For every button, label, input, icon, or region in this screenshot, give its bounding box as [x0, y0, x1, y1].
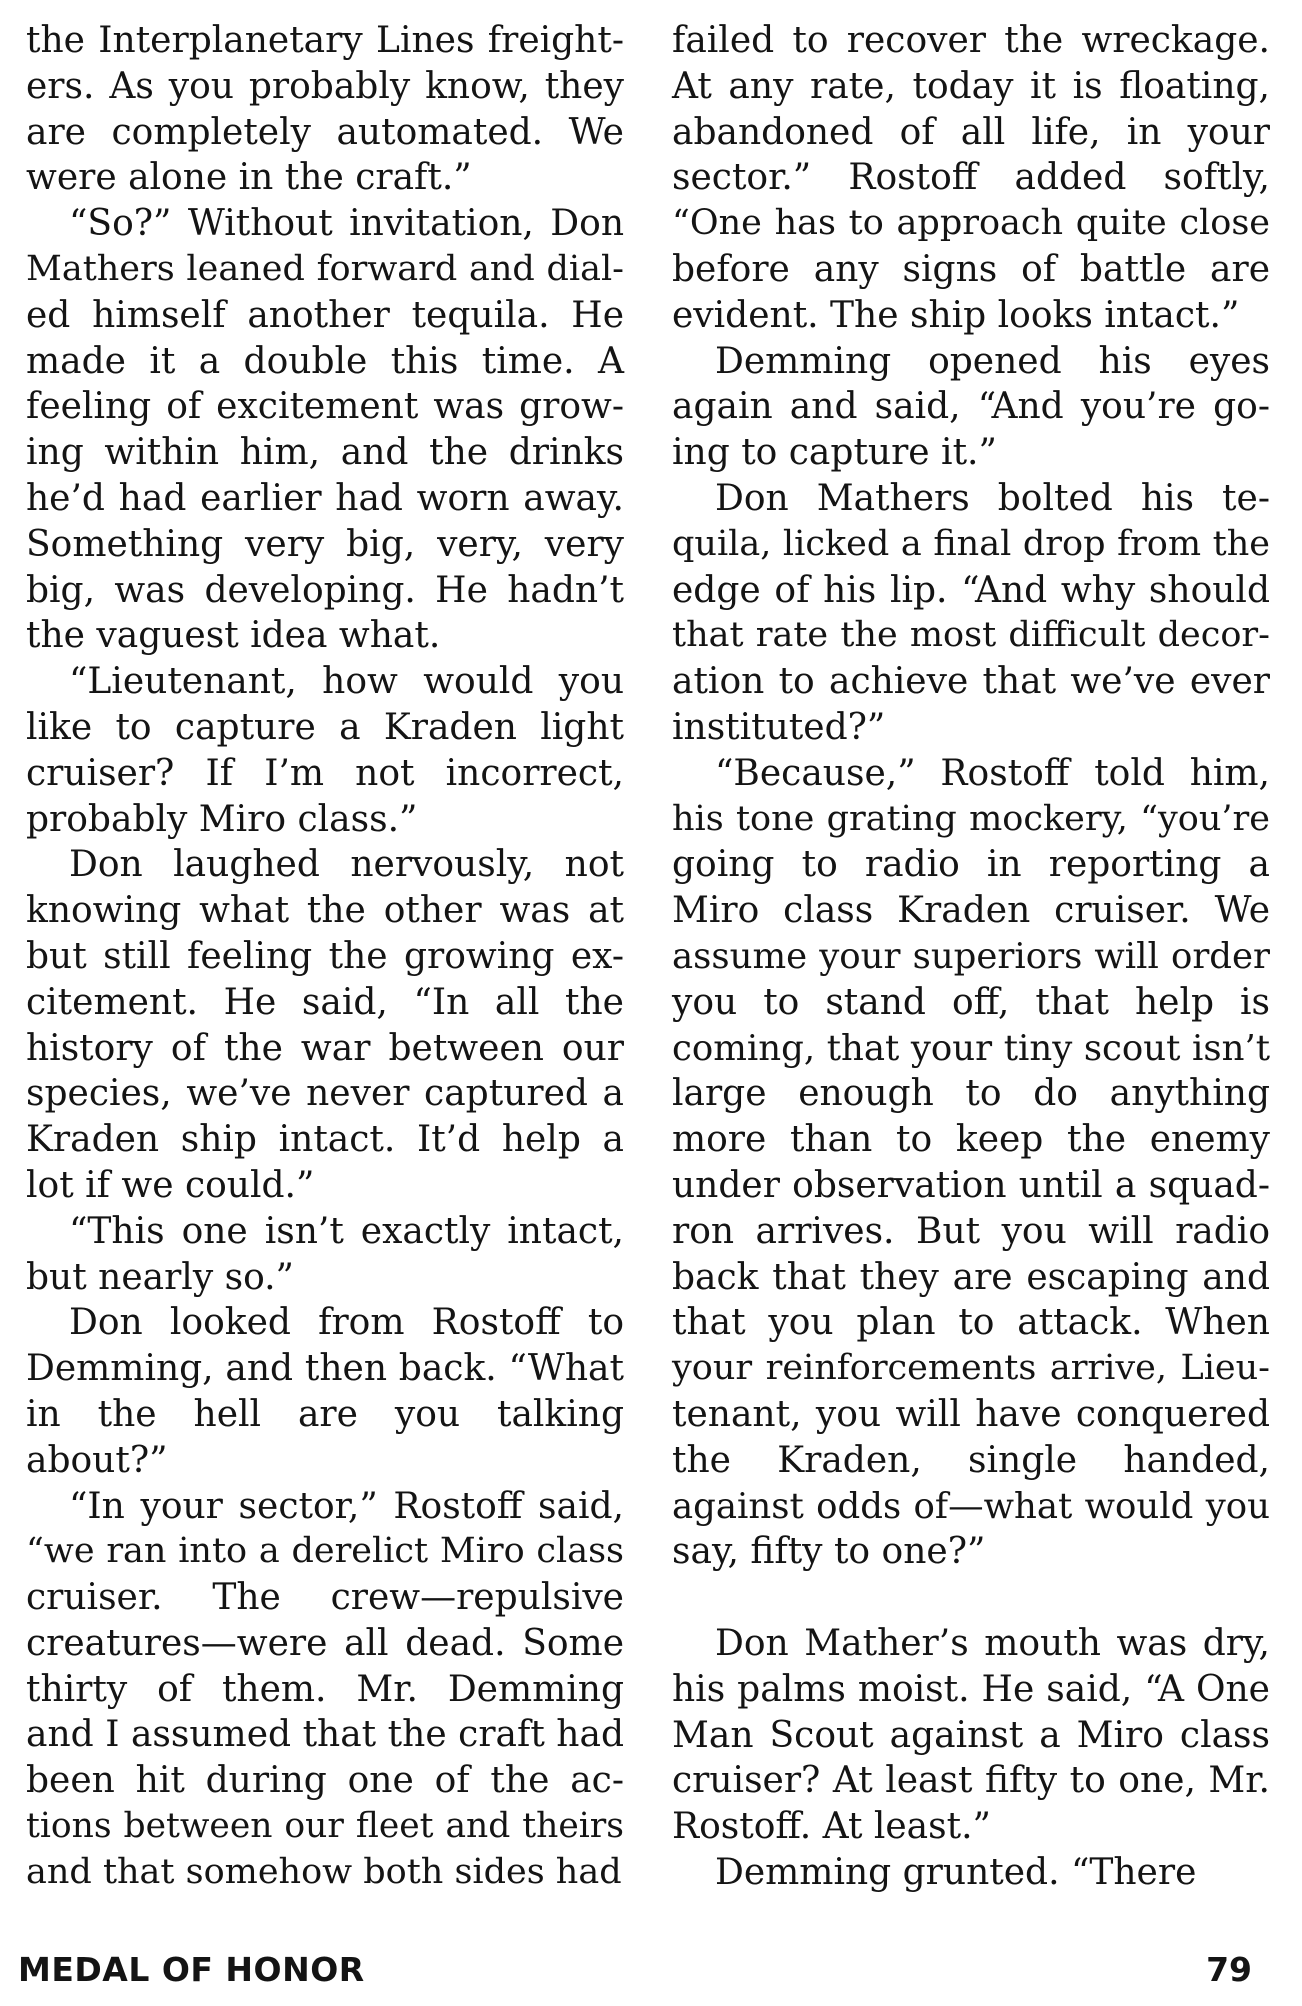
paragraph — [26, 842, 624, 1208]
text-line: and I assumed that the craft had — [26, 1714, 624, 1756]
text-line: Rostoff. At least.” — [672, 1806, 991, 1848]
text-line: the Kraden, single handed, — [672, 1439, 1270, 1481]
text-line: history of the war between our — [26, 1027, 624, 1069]
text-line: Demming grunted. “There — [715, 1852, 1197, 1894]
text-line: again and said, “And you’re go- — [672, 386, 1270, 428]
right-text-column — [672, 18, 1270, 1896]
text-line: in the hell are you talking — [26, 1393, 624, 1435]
text-line: “One has to approach quite close — [672, 203, 1270, 244]
text-line: Don Mather’s mouth was dry, — [715, 1623, 1270, 1665]
text-line: you to stand off, that help is — [672, 981, 1270, 1023]
paragraph — [672, 1850, 1270, 1896]
text-line: coming, that your tiny scout isn’t — [672, 1027, 1270, 1069]
section-break — [672, 1575, 1270, 1621]
text-line: cruiser. The crew—repulsive — [26, 1577, 624, 1619]
text-line: been hit during one of the ac- — [26, 1760, 624, 1802]
text-line: say, fifty to one?” — [672, 1531, 986, 1573]
text-line: ation to achieve that we’ve ever — [672, 661, 1270, 703]
text-line: Don Mathers bolted his te- — [715, 477, 1270, 519]
text-line: ed himself another tequila. He — [26, 294, 624, 336]
text-line: Something very big, very, very — [26, 523, 624, 565]
text-line: knowing what the other was at — [26, 890, 624, 932]
text-line: Don looked from Rostoff to — [69, 1302, 624, 1344]
text-line: more than to keep the enemy — [672, 1119, 1270, 1161]
paragraph — [672, 1621, 1270, 1850]
text-line: evident. The ship looks intact.” — [672, 294, 1240, 336]
text-line: like to capture a Kraden light — [26, 706, 624, 748]
text-line: his tone grating mockery, “you’re — [672, 798, 1270, 839]
text-line: feeling of excitement was grow- — [26, 386, 624, 428]
paragraph — [26, 201, 624, 659]
text-line: creatures—were all dead. Some — [26, 1622, 624, 1664]
text-line: failed to recover the wreckage. — [672, 20, 1270, 61]
text-line: abandoned of all life, in your — [672, 111, 1270, 153]
text-line: thirty of them. Mr. Demming — [26, 1668, 624, 1710]
paragraph — [672, 751, 1270, 1575]
text-line: Man Scout against a Miro class — [672, 1714, 1270, 1756]
text-line: back that they are escaping and — [672, 1256, 1270, 1298]
text-line: before any signs of battle are — [672, 248, 1270, 290]
page-number: 79 — [1206, 1950, 1252, 1989]
text-line: and that somehow both sides had — [26, 1851, 622, 1892]
text-line: ers. As you probably know, they — [26, 65, 624, 107]
text-line: Mathers leaned forward and dial- — [26, 248, 624, 289]
text-line: your reinforcements arrive, Lieu- — [672, 1348, 1270, 1389]
paragraph — [672, 339, 1270, 476]
text-line: lot if we could.” — [26, 1164, 315, 1206]
text-line: that rate the most difficult decor- — [672, 615, 1270, 656]
text-line: tenant, you will have conquered — [672, 1393, 1270, 1435]
text-line: sector.” Rostoff added softly, — [672, 157, 1270, 199]
text-line: quila, licked a final drop from the — [672, 523, 1270, 564]
text-line: edge of his lip. “And why should — [672, 569, 1270, 611]
text-line: the Interplanetary Lines freight- — [26, 20, 624, 61]
text-line: “Because,” Rostoff told him, — [715, 752, 1270, 794]
text-line: about?” — [26, 1439, 168, 1481]
text-line: Demming, and then back. “What — [26, 1348, 624, 1390]
text-line: against odds of—what would you — [672, 1485, 1270, 1527]
text-line: “In your sector,” Rostoff said, — [69, 1485, 624, 1527]
text-line: Kraden ship intact. It’d help a — [26, 1119, 624, 1161]
text-line: ing within him, and the drinks — [26, 432, 624, 474]
text-line: instituted?” — [672, 706, 886, 748]
text-line: going to radio in reporting a — [672, 844, 1270, 886]
paragraph — [672, 476, 1270, 751]
text-line: but still feeling the growing ex- — [26, 935, 624, 977]
text-line: At any rate, today it is floating, — [672, 65, 1270, 107]
text-line: big, was developing. He hadn’t — [26, 569, 624, 611]
text-line: species, we’ve never captured a — [26, 1073, 624, 1115]
paragraph — [26, 1300, 624, 1483]
text-line: made it a double this time. A — [26, 340, 624, 382]
text-line: large enough to do anything — [672, 1073, 1270, 1115]
text-line: were alone in the craft.” — [26, 157, 472, 199]
text-line: he’d had earlier had worn away. — [26, 477, 624, 519]
text-line: citement. He said, “In all the — [26, 981, 624, 1023]
text-line: Don laughed nervously, not — [69, 844, 624, 886]
text-line: “So?” Without invitation, Don — [69, 203, 624, 245]
running-footer-title: MEDAL OF HONOR — [18, 1950, 365, 1989]
text-line: Miro class Kraden cruiser. We — [672, 890, 1270, 932]
paragraph — [26, 18, 624, 201]
text-line: ing to capture it.” — [672, 432, 997, 474]
text-line: tions between our fleet and theirs — [26, 1806, 624, 1847]
paragraph — [672, 18, 1270, 339]
text-line: “we ran into a derelict Miro class — [26, 1531, 624, 1572]
text-line: but nearly so.” — [26, 1256, 294, 1298]
text-line: ron arrives. But you will radio — [672, 1210, 1270, 1252]
text-line: that you plan to attack. When — [672, 1302, 1270, 1344]
paragraph — [26, 1484, 624, 1896]
text-line: are completely automated. We — [26, 111, 624, 153]
paragraph — [26, 1209, 624, 1301]
text-line: “This one isn’t exactly intact, — [69, 1210, 624, 1252]
text-line: “Lieutenant, how would you — [69, 661, 624, 703]
text-line: Demming opened his eyes — [715, 340, 1270, 382]
text-line: cruiser? If I’m not incorrect, — [26, 752, 624, 794]
paragraph — [26, 659, 624, 842]
text-line: cruiser? At least fifty to one, Mr. — [672, 1760, 1270, 1802]
text-line: probably Miro class.” — [26, 798, 418, 840]
text-line: the vaguest idea what. — [26, 615, 441, 657]
text-line: his palms moist. He said, “A One — [672, 1668, 1270, 1710]
text-line: under observation until a squad- — [672, 1164, 1270, 1206]
left-text-column — [26, 18, 624, 1896]
text-line: assume your superiors will order — [672, 935, 1270, 977]
